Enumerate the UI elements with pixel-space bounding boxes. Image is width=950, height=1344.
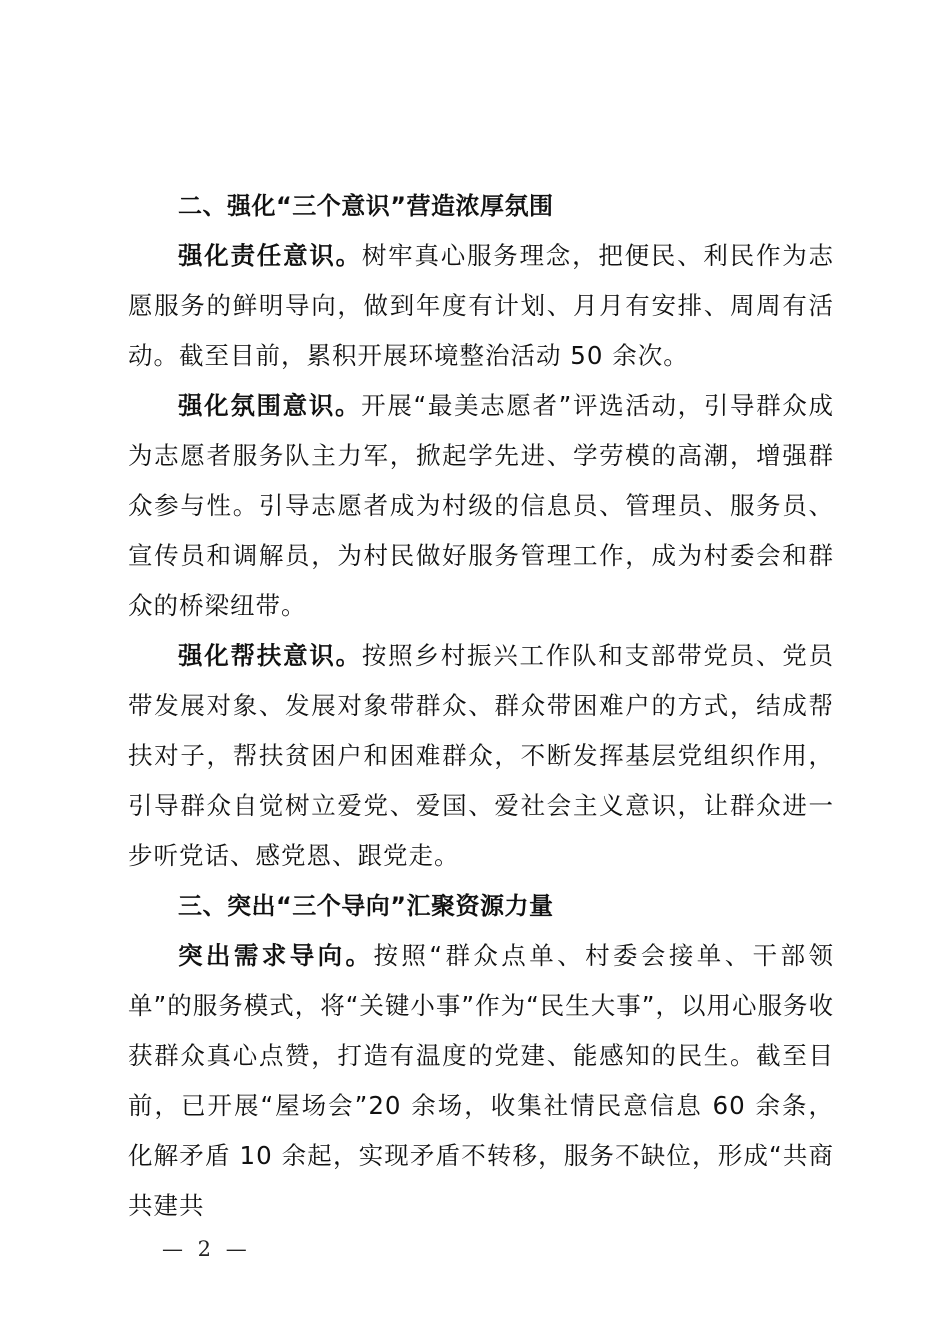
paragraph-text: 开展“最美志愿者”评选活动，引导群众成为志愿者服务队主力军，掀起学先进、学劳模的高潮，增强群众参与性。引导志愿者成为村级的信息员、管理员、服务员、宣传员和调解员，为村民做好服务管理工作，成为村委会和群众的桥梁纽带。: [128, 391, 834, 620]
section-heading: 二、强化“三个意识”营造浓厚氛围: [178, 192, 554, 220]
page-number: — 2 —: [162, 1237, 251, 1261]
paragraph: [128, 231, 834, 381]
paragraph-lead: 强化责任意识。: [178, 241, 362, 270]
paragraph-lead: 强化氛围意识。: [178, 391, 362, 420]
paragraph: [128, 631, 834, 881]
paragraph-lead: 强化帮扶意识。: [178, 641, 362, 670]
paragraph-text: 按照“群众点单、村委会接单、干部领单”的服务模式，将“关键小事”作为“民生大事”，以用心服务收获群众真心点赞，打造有温度的党建、能感知的民生。截至目前，已开展“屋场会”20 余场，收集社情民意信息 60 余条，化解矛盾 10 余起，实现矛盾不转移，服务不缺位，形成“共商共建共: [128, 941, 834, 1220]
document-body: [128, 181, 834, 1231]
paragraph-text: 树牢真心服务理念，把便民、利民作为志愿服务的鲜明导向，做到年度有计划、月月有安排、周周有活动。截至目前，累积开展环境整治活动 50 余次。: [128, 241, 835, 370]
paragraph-text: 按照乡村振兴工作队和支部带党员、党员带发展对象、发展对象带群众、群众带困难户的方式，结成帮扶对子，帮扶贫困户和困难群众，不断发挥基层党组织作用，引导群众自觉树立爱党、爱国、爱社会主义意识，让群众进一步听党话、感党恩、跟党走。: [128, 641, 835, 870]
paragraph-lead: 突出需求导向。: [178, 941, 374, 970]
paragraph: [128, 931, 834, 1231]
section-heading: 三、突出“三个导向”汇聚资源力量: [178, 892, 554, 920]
paragraph: [128, 381, 834, 631]
